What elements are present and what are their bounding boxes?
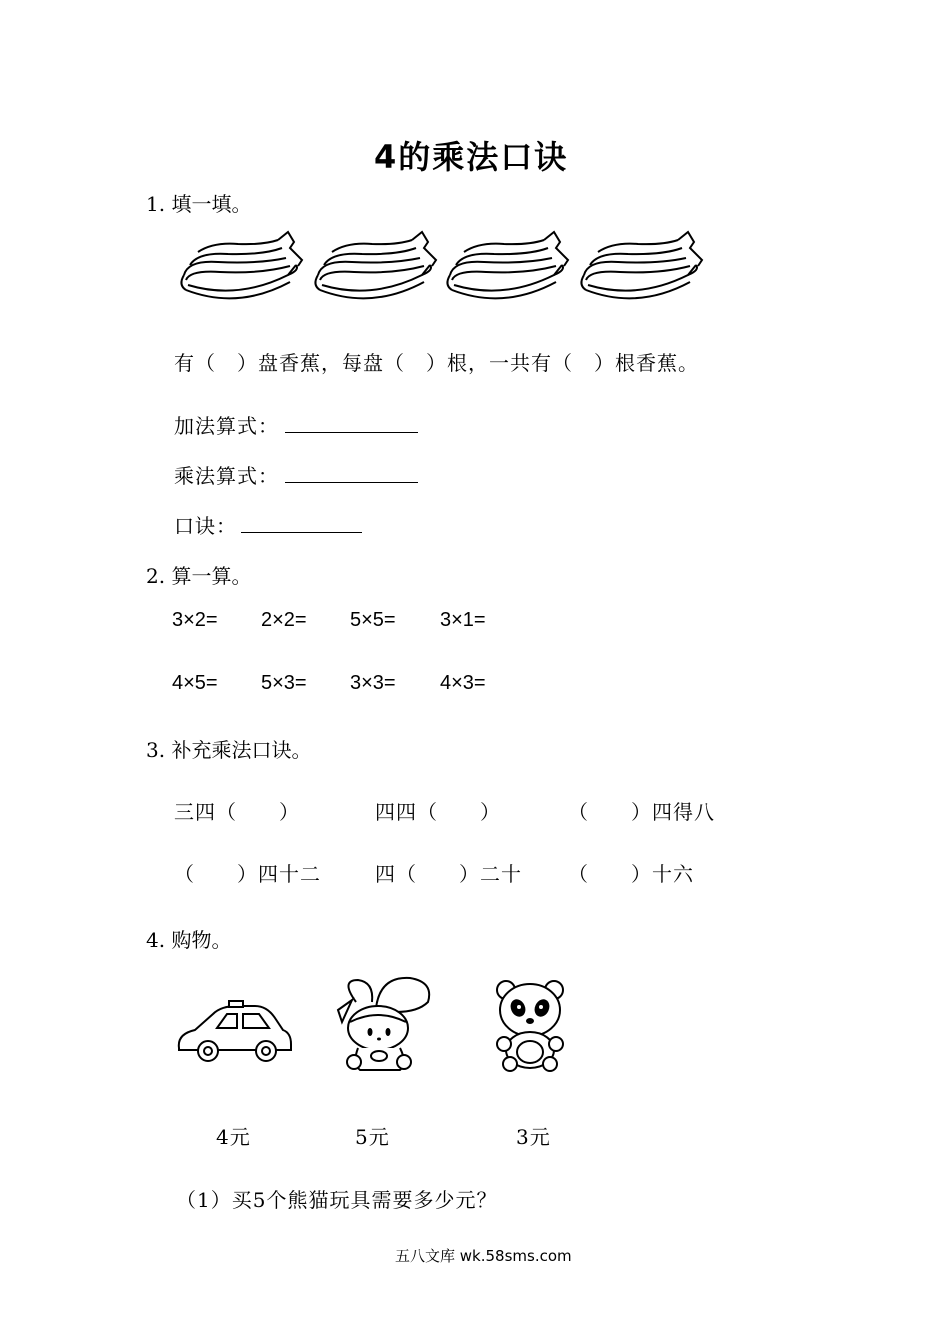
addition-label: 加法算式： — [174, 414, 279, 438]
calc-item: 5×5= — [350, 609, 396, 631]
addition-answer-line[interactable] — [285, 432, 418, 433]
rhyme-blank: （ ）十六 — [568, 862, 694, 886]
banana-bunch-1 — [181, 232, 302, 298]
panda-price: 3元 — [516, 1125, 551, 1149]
question-4-sub-1: （1）买5个熊猫玩具需要多少元？ — [176, 1188, 498, 1212]
calc-item: 3×1= — [440, 609, 486, 631]
banana-bunch-3 — [447, 232, 568, 298]
rabbit-doll-price: 5元 — [355, 1125, 390, 1149]
calc-item: 3×2= — [172, 609, 218, 631]
rhyme-blank: （ ）四十二 — [174, 862, 321, 886]
calc-item: 3×3= — [350, 672, 396, 694]
rhyme-answer-line[interactable] — [241, 532, 362, 533]
question-1-heading: 1. 填一填。 — [146, 192, 252, 216]
question-4-heading: 4. 购物。 — [146, 928, 232, 952]
page-title: 4的乘法口诀 — [374, 138, 569, 176]
multiplication-label: 乘法算式： — [174, 464, 279, 488]
calc-item: 4×3= — [440, 672, 486, 694]
car-icon — [175, 1000, 295, 1070]
question-3-heading: 3. 补充乘法口诀。 — [146, 738, 312, 762]
car-price: 4元 — [216, 1125, 251, 1149]
question-1-sentence: 有（ ）盘香蕉，每盘（ ）根，一共有（ ）根香蕉。 — [174, 351, 699, 375]
calc-item: 4×5= — [172, 672, 218, 694]
calc-item: 5×3= — [261, 672, 307, 694]
panda-icon — [492, 976, 572, 1072]
rhyme-blank: 四（ ）二十 — [375, 862, 522, 886]
multiplication-answer-line[interactable] — [285, 482, 418, 483]
rabbit-doll-icon — [330, 972, 440, 1077]
rhyme-blank: 三四（ ） — [174, 800, 300, 824]
question-2-heading: 2. 算一算。 — [146, 564, 252, 588]
rhyme-label: 口诀： — [174, 514, 237, 538]
banana-bunch-4 — [581, 232, 702, 298]
calc-item: 2×2= — [261, 609, 307, 631]
footer-watermark: 五八文库 wk.58sms.com — [395, 1247, 572, 1265]
rhyme-blank: （ ）四得八 — [568, 800, 715, 824]
banana-bunch-2 — [315, 232, 436, 298]
rhyme-blank: 四四（ ） — [375, 800, 501, 824]
banana-bunches — [0, 222, 950, 312]
